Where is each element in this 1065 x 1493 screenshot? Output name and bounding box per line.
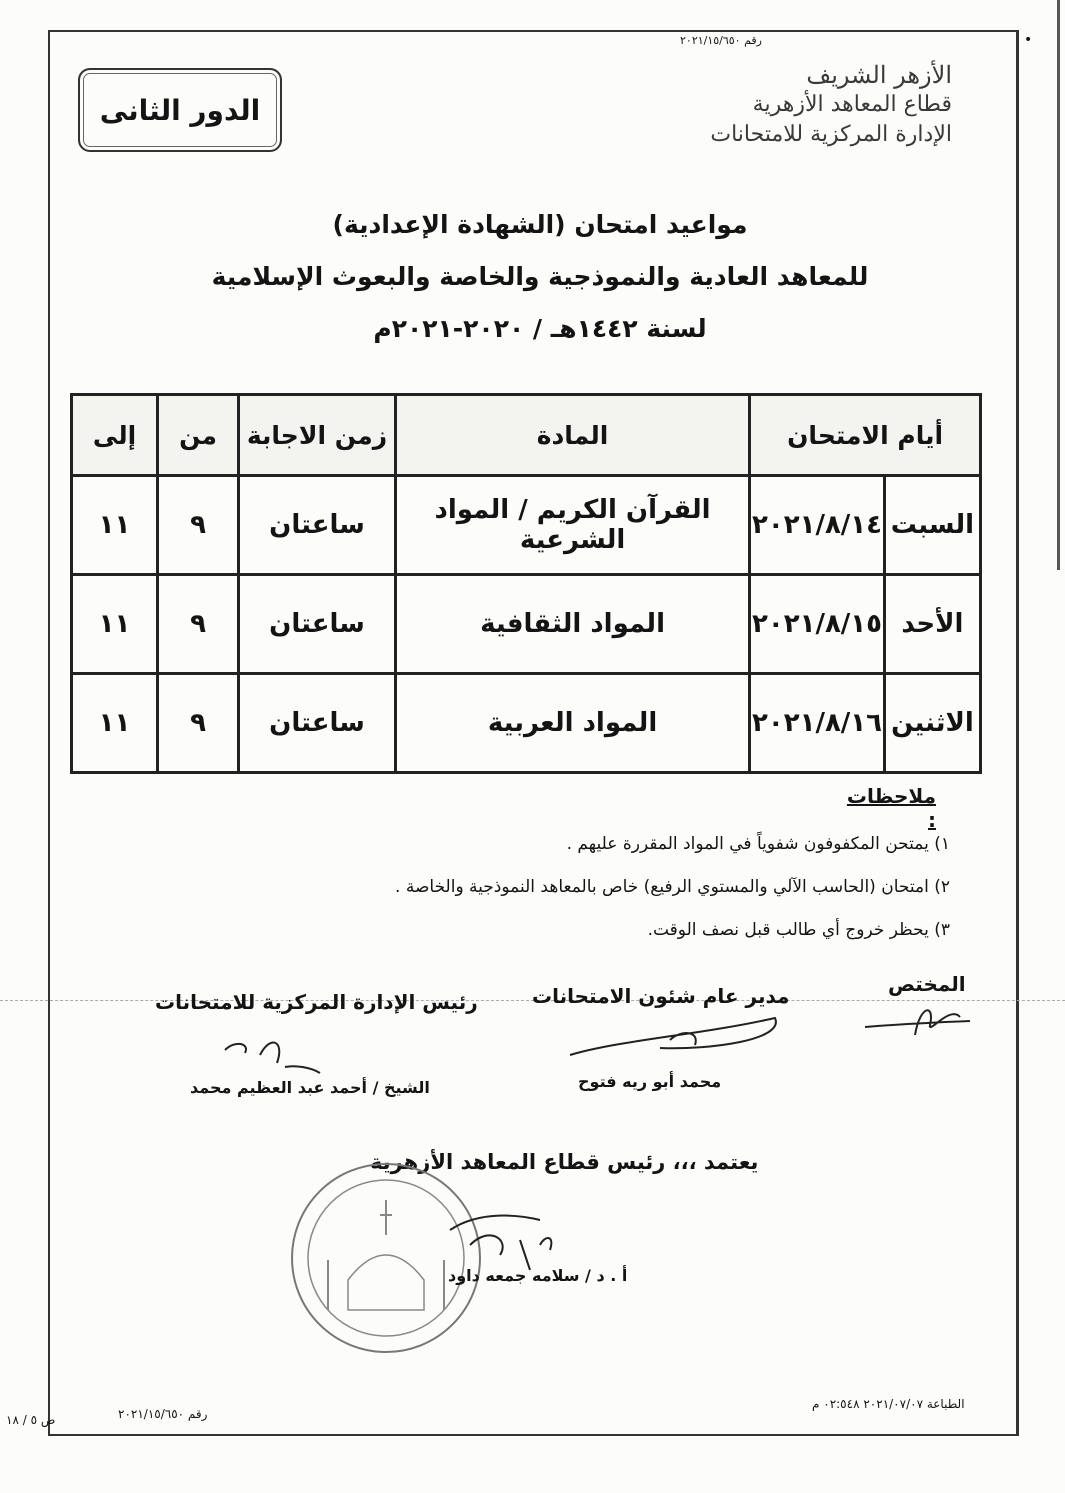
cell-subject: القرآن الكريم / المواد الشرعية (395, 476, 749, 575)
cell-from: ٩ (158, 674, 239, 773)
note-item: ١) يمتحن المكفوفون شفوياً في المواد المقررة عليهم . (566, 834, 950, 854)
head-name: الشيخ / أحمد عبد العظيم محمد (190, 1078, 430, 1097)
cell-subject: المواد الثقافية (395, 575, 749, 674)
cell-to: ١١ (72, 674, 158, 773)
page-number: ص ٥ / ١٨ (6, 1413, 56, 1427)
cell-date: ٢٠٢١/٨/١٤ (750, 476, 885, 575)
table-row (72, 674, 981, 773)
document-subtitle: للمعاهد العادية والنموذجية والخاصة والبعوث الإسلامية (211, 262, 869, 291)
note-item: ٢) امتحان (الحاسب الآلي والمستوي الرفيع) خاص بالمعاهد النموذجية والخاصة . (395, 877, 950, 897)
cell-from: ٩ (158, 476, 239, 575)
footer-reference: رقم ٢٠٢١/١٥/٦٥٠ (118, 1407, 208, 1421)
exam-schedule-table (70, 393, 982, 774)
note-item: ٣) يحظر خروج أي طالب قبل نصف الوقت. (647, 920, 950, 940)
director-title: مدير عام شئون الامتحانات (532, 984, 790, 1008)
table-row (72, 476, 981, 575)
header-to: إلى (72, 395, 158, 476)
cell-from: ٩ (158, 575, 239, 674)
reference-number: رقم ٢٠٢١/١٥/٦٥٠ (680, 34, 762, 47)
cell-subject: المواد العربية (395, 674, 749, 773)
cell-date: ٢٠٢١/٨/١٥ (750, 575, 885, 674)
institution-header (640, 60, 952, 150)
exam-round-label: الدور الثانى (78, 68, 282, 152)
head-signature (215, 1025, 325, 1080)
notes-heading: ملاحظات : (846, 784, 936, 832)
cell-to: ١١ (72, 476, 158, 575)
document-title: مواعيد امتحان (الشهادة الإعدادية) (332, 210, 748, 239)
header-subject: المادة (395, 395, 749, 476)
page-edge-line (1057, 0, 1060, 570)
cell-day: السبت (884, 476, 980, 575)
specialist-title: المختص (888, 972, 966, 996)
document-year: لسنة ١٤٤٢هـ / ٢٠٢٠-٢٠٢١م (373, 314, 707, 343)
header-days: أيام الامتحان (750, 395, 981, 476)
table-header-row (72, 395, 981, 476)
header-from: من (158, 395, 239, 476)
director-signature (560, 1000, 790, 1070)
specialist-signature (860, 995, 980, 1045)
head-title: رئيس الإدارة المركزية للامتحانات (155, 990, 478, 1014)
header-line-2: قطاع المعاهد الأزهرية (752, 92, 952, 117)
cell-duration: ساعتان (239, 476, 396, 575)
cell-day: الاثنين (884, 674, 980, 773)
cell-to: ١١ (72, 575, 158, 674)
table-row (72, 575, 981, 674)
speck: • (1024, 32, 1033, 48)
cell-duration: ساعتان (239, 575, 396, 674)
approval-line: يعتمد ،،، رئيس قطاع المعاهد الأزهرية (370, 1150, 759, 1174)
header-line-1: الأزهر الشريف (806, 61, 952, 89)
sector-head-name: أ . د / سلامه جمعه داود (448, 1266, 628, 1285)
cell-duration: ساعتان (239, 674, 396, 773)
header-duration: زمن الاجابة (239, 395, 396, 476)
cell-day: الأحد (884, 575, 980, 674)
cell-date: ٢٠٢١/٨/١٦ (750, 674, 885, 773)
print-info: الطباعة ٢٠٢١/٠٧/٠٧ ٠٢:٥٤٨ م (812, 1397, 965, 1411)
director-name: محمد أبو ريه فتوح (578, 1072, 722, 1091)
header-line-3: الإدارة المركزية للامتحانات (710, 122, 952, 147)
